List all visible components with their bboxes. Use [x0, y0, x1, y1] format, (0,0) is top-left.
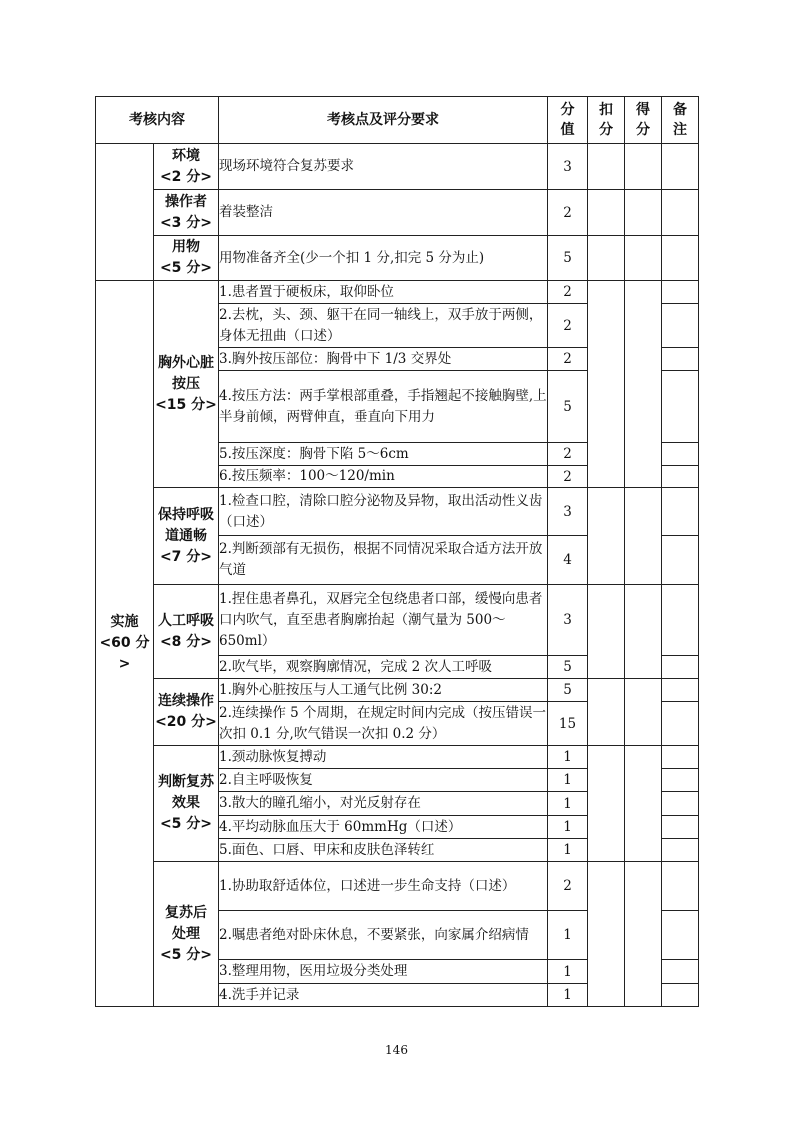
score-value: 1: [548, 746, 588, 769]
score-value: 1: [548, 769, 588, 792]
header-score: 分值: [548, 97, 588, 144]
got-cell: [625, 144, 662, 190]
deduct-cell: [588, 144, 625, 190]
note-cell: [662, 792, 699, 816]
header-row: [96, 97, 699, 144]
requirement-text: 用物准备齐全(少一个扣 1 分,扣完 5 分为止): [219, 236, 548, 281]
note-cell: [662, 144, 699, 190]
got-cell: [625, 585, 662, 679]
table-row: [96, 236, 699, 281]
requirement-text: 1.检查口腔，清除口腔分泌物及异物，取出活动性义齿（口述）: [219, 488, 548, 536]
note-cell: [662, 488, 699, 536]
header-note: 备注: [662, 97, 699, 144]
score-value: 1: [548, 911, 588, 960]
requirement-text: 1.患者置于硬板床，取仰卧位: [219, 281, 548, 304]
requirement-text: 着装整洁: [219, 190, 548, 236]
note-cell: [662, 984, 699, 1007]
score-value: 3: [548, 144, 588, 190]
deduct-cell: [588, 746, 625, 862]
score-value: 2: [548, 281, 588, 304]
score-value: 3: [548, 585, 588, 656]
table-row: [96, 862, 699, 911]
table-row: [96, 746, 699, 769]
note-cell: [662, 911, 699, 960]
prep-blank-cell: [96, 144, 154, 281]
table-row: [96, 144, 699, 190]
requirement-text: 1.颈动脉恢复搏动: [219, 746, 548, 769]
got-cell: [625, 679, 662, 746]
deduct-cell: [588, 236, 625, 281]
deduct-cell: [588, 281, 625, 488]
table-row: [96, 190, 699, 236]
requirement-text: 1.协助取舒适体位，口述进一步生命支持（口述）: [219, 862, 548, 911]
score-value: 2: [548, 443, 588, 466]
score-value: 5: [548, 679, 588, 702]
score-value: 1: [548, 839, 588, 862]
note-cell: [662, 656, 699, 679]
group-label: 胸外心脏 按压 <15 分>: [154, 281, 219, 488]
table-row: [96, 281, 699, 304]
requirement-text: 1.胸外心脏按压与人工通气比例 30:2: [219, 679, 548, 702]
deduct-cell: [588, 488, 625, 585]
note-cell: [662, 371, 699, 443]
group-label: 复苏后 处理 <5 分>: [154, 862, 219, 1007]
got-cell: [625, 236, 662, 281]
deduct-cell: [588, 585, 625, 679]
note-cell: [662, 443, 699, 466]
assessment-table: [95, 96, 699, 1007]
requirement-text: 现场环境符合复苏要求: [219, 144, 548, 190]
score-value: 4: [548, 536, 588, 585]
note-cell: [662, 236, 699, 281]
header-content: 考核内容: [96, 97, 219, 144]
category-label: 操作者 <3 分>: [154, 190, 219, 236]
note-cell: [662, 585, 699, 656]
note-cell: [662, 960, 699, 984]
note-cell: [662, 839, 699, 862]
deduct-cell: [588, 190, 625, 236]
note-cell: [662, 679, 699, 702]
note-cell: [662, 702, 699, 746]
note-cell: [662, 536, 699, 585]
table-row: [96, 585, 699, 656]
score-value: 3: [548, 488, 588, 536]
got-cell: [625, 746, 662, 862]
score-value: 2: [548, 304, 588, 348]
header-points: 考核点及评分要求: [219, 97, 548, 144]
note-cell: [662, 746, 699, 769]
got-cell: [625, 488, 662, 585]
category-label: 用物 <5 分>: [154, 236, 219, 281]
requirement-text: 5.面色、口唇、甲床和皮肤色泽转红: [219, 839, 548, 862]
note-cell: [662, 281, 699, 304]
group-label: 判断复苏 效果 <5 分>: [154, 746, 219, 862]
header-deduct: 扣分: [588, 97, 625, 144]
header-got: 得分: [625, 97, 662, 144]
note-cell: [662, 769, 699, 792]
group-label: 人工呼吸 <8 分>: [154, 585, 219, 679]
got-cell: [625, 862, 662, 1007]
requirement-text: 2.判断颈部有无损伤，根据不同情况采取合适方法开放气道: [219, 536, 548, 585]
note-cell: [662, 304, 699, 348]
score-value: 5: [548, 236, 588, 281]
requirement-text: 5.按压深度：胸骨下陷 5～6cm: [219, 443, 548, 466]
implementation-label: 实施 <60 分>: [96, 281, 154, 1007]
score-value: 2: [548, 862, 588, 911]
note-cell: [662, 862, 699, 911]
requirement-text: 4.洗手并记录: [219, 984, 548, 1007]
score-value: 1: [548, 816, 588, 839]
requirement-text: 6.按压频率：100～120/min: [219, 466, 548, 488]
page-number: 146: [385, 1043, 408, 1057]
note-cell: [662, 466, 699, 488]
group-label: 保持呼吸 道通畅 <7 分>: [154, 488, 219, 585]
requirement-text: 2.去枕，头、颈、躯干在同一轴线上，双手放于两侧，身体无扭曲（口述）: [219, 304, 548, 348]
got-cell: [625, 281, 662, 488]
table-row: [96, 679, 699, 702]
deduct-cell: [588, 679, 625, 746]
score-value: 15: [548, 702, 588, 746]
score-value: 2: [548, 190, 588, 236]
got-cell: [625, 190, 662, 236]
table-row: [96, 488, 699, 536]
score-value: 1: [548, 792, 588, 816]
group-label: 连续操作 <20 分>: [154, 679, 219, 746]
score-value: 2: [548, 348, 588, 371]
requirement-text: 4.按压方法：两手掌根部重叠，手指翘起不接触胸壁,上半身前倾，两臂伸直，垂直向下用力: [219, 371, 548, 443]
note-cell: [662, 348, 699, 371]
requirement-text: 2.自主呼吸恢复: [219, 769, 548, 792]
score-value: 5: [548, 371, 588, 443]
requirement-text: 3.胸外按压部位：胸骨中下 1/3 交界处: [219, 348, 548, 371]
score-value: 2: [548, 466, 588, 488]
score-value: 5: [548, 656, 588, 679]
requirement-text: 2.嘱患者绝对卧床休息，不要紧张，向家属介绍病情: [219, 911, 548, 960]
score-value: 1: [548, 960, 588, 984]
requirement-text: 2.连续操作 5 个周期，在规定时间内完成（按压错误一次扣 0.1 分,吹气错误一次扣 0.2 分）: [219, 702, 548, 746]
requirement-text: 2.吹气毕，观察胸廓情况，完成 2 次人工呼吸: [219, 656, 548, 679]
note-cell: [662, 190, 699, 236]
note-cell: [662, 816, 699, 839]
requirement-text: 1.捏住患者鼻孔，双唇完全包绕患者口部，缓慢向患者口内吹气，直至患者胸廓抬起（潮气量为 500～650ml）: [219, 585, 548, 656]
requirement-text: 3.散大的瞳孔缩小，对光反射存在: [219, 792, 548, 816]
requirement-text: 4.平均动脉血压大于 60mmHg（口述）: [219, 816, 548, 839]
deduct-cell: [588, 862, 625, 1007]
requirement-text: 3.整理用物，医用垃圾分类处理: [219, 960, 548, 984]
score-value: 1: [548, 984, 588, 1007]
category-label: 环境 <2 分>: [154, 144, 219, 190]
